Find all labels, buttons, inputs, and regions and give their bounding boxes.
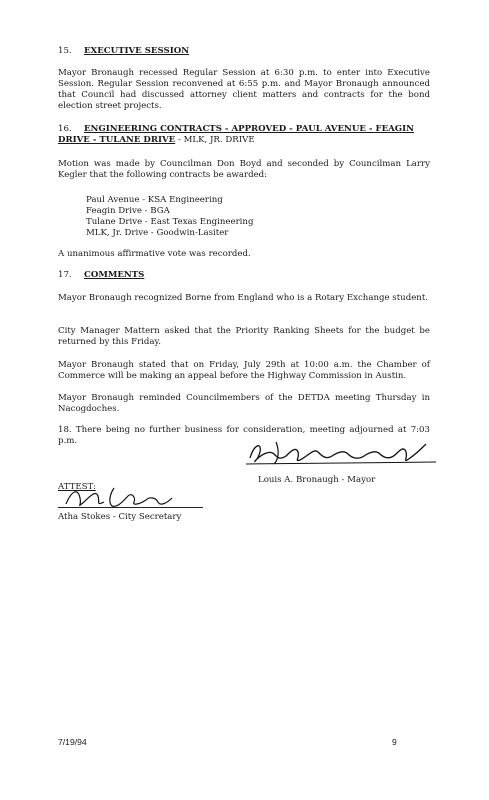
secretary-signature-line xyxy=(58,507,203,508)
contract-item: Feagin Drive - BGA xyxy=(86,206,170,216)
contract-item: Tulane Drive - East Texas Engineering xyxy=(86,217,254,227)
contract-item: Paul Avenue - KSA Engineering xyxy=(86,195,223,205)
page-number: 9 xyxy=(392,737,397,747)
section-number: 16. xyxy=(58,124,72,134)
contract-item: MLK, Jr. Drive - Goodwin-Lasiter xyxy=(86,228,229,238)
adjournment-paragraph: 18. There being no further business for consideration, meeting adjourned at 7:03 p.m. xyxy=(58,425,430,446)
section-16-body: Motion was made by Councilman Don Boyd and seconded by Councilman Larry Kegler that the following contracts be awarded: xyxy=(58,159,430,180)
mayor-signature-image xyxy=(240,438,440,470)
vote-result: A unanimous affirmative vote was recorded. xyxy=(58,249,251,259)
section-16-heading xyxy=(58,124,430,146)
comment-paragraph: Mayor Bronaugh reminded Councilmembers of the DETDA meeting Thursday in Nacogdoches. xyxy=(58,393,430,414)
mayor-name: Louis A. Bronaugh - Mayor xyxy=(258,475,376,485)
contracts-list xyxy=(86,195,253,239)
section-15-heading xyxy=(58,46,189,57)
section-title: ENGINEERING CONTRACTS - APPROVED - PAUL AVENUE - FEAGIN DRIVE - TULANE DRIVE xyxy=(58,124,415,145)
section-number: 15. xyxy=(58,46,72,56)
comment-paragraph: Mayor Bronaugh stated that on Friday, July 29th at 10:00 a.m. the Chamber of Commerce will be making an appeal before the Highway Commission in Austin. xyxy=(58,360,430,381)
comment-paragraph: Mayor Bronaugh recognized Borne from England who is a Rotary Exchange student. xyxy=(58,293,429,303)
section-15-body: Mayor Bronaugh recessed Regular Session at 6:30 p.m. to enter into Executive Session. Regular Session reconvened at 6:55 p.m. and Mayor Bronaugh announced that Council had discussed attorney client matters and contracts for the bond election street projects. xyxy=(58,68,430,111)
section-title-rest: - MLK, JR. DRIVE xyxy=(175,135,255,145)
secretary-name: Atha Stokes - City Secretary xyxy=(58,512,182,522)
footer-date: 7/19/94 xyxy=(58,737,87,747)
comment-paragraph: City Manager Mattern asked that the Priority Ranking Sheets for the budget be returned by this Friday. xyxy=(58,326,430,347)
section-number: 17. xyxy=(58,270,72,280)
attest-label: ATTEST: xyxy=(58,482,96,492)
section-title: COMMENTS xyxy=(84,270,145,280)
section-title: EXECUTIVE SESSION xyxy=(84,46,190,56)
section-17-heading xyxy=(58,270,144,281)
